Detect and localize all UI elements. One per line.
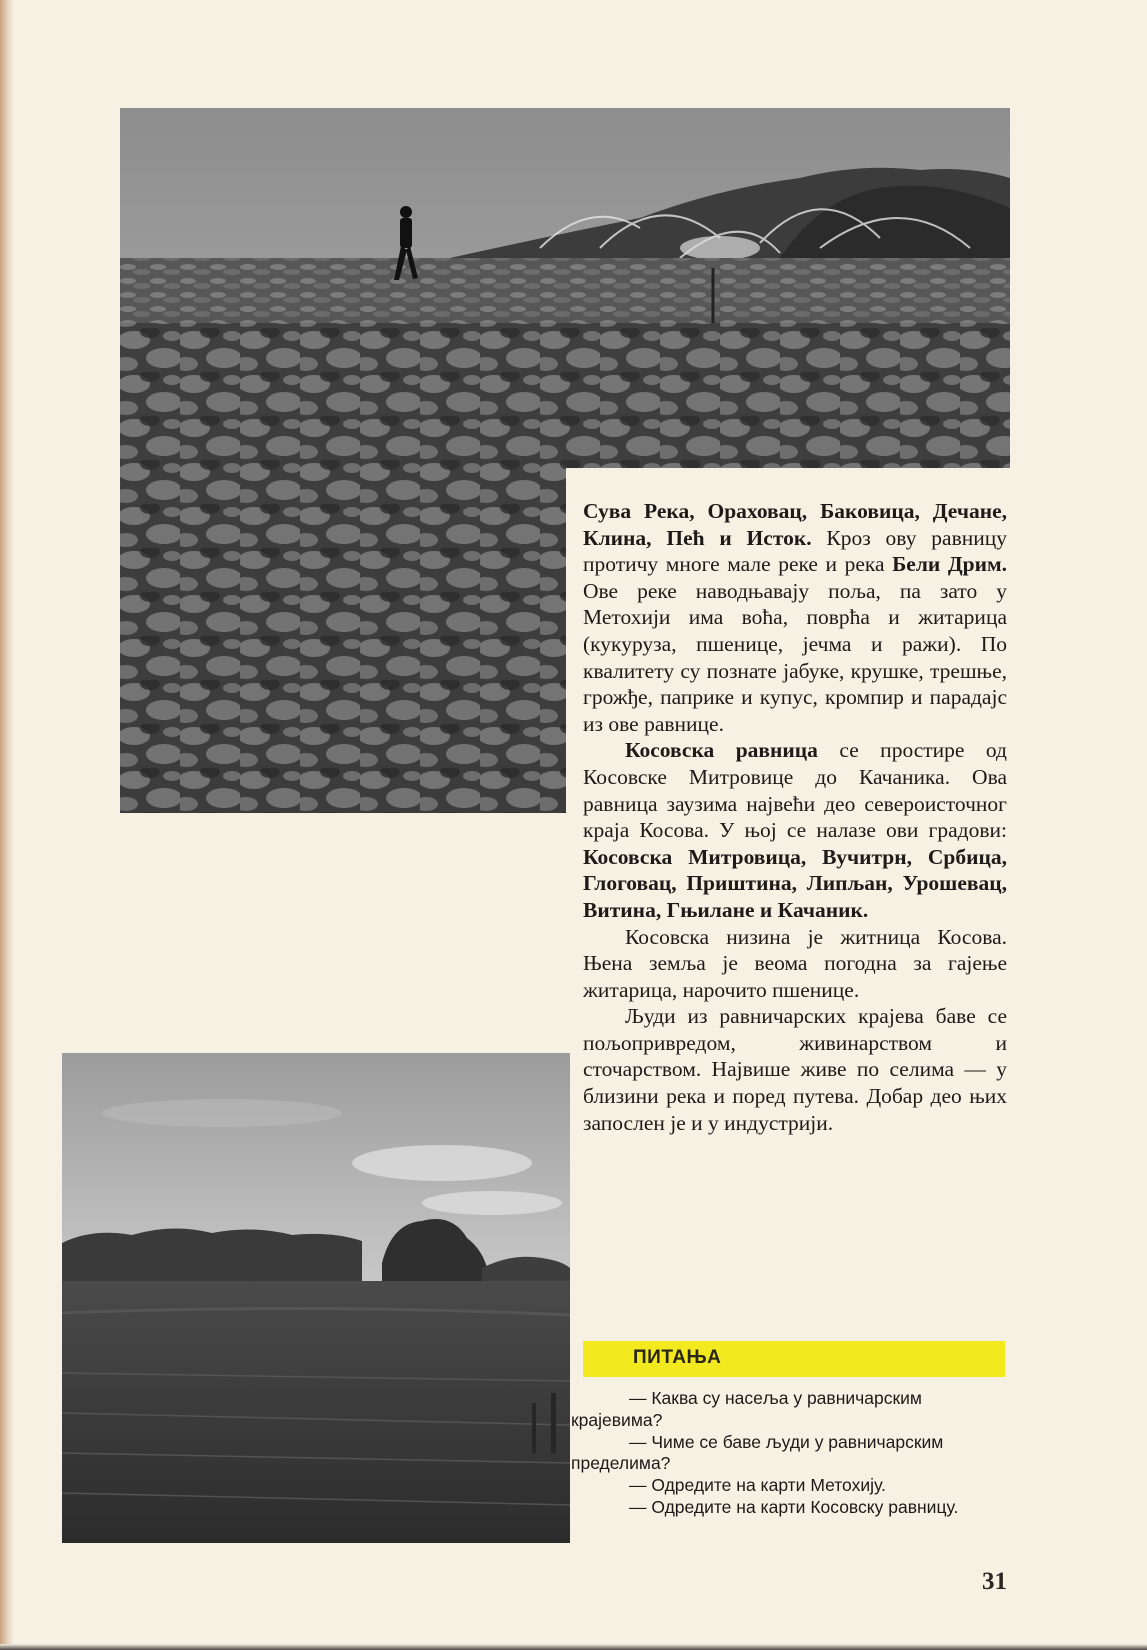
question-item: — Одредите на карти Косовску равницу. (629, 1496, 959, 1517)
book-spine-shadow (0, 0, 14, 1650)
bold-text-run: Косовска равница (625, 738, 818, 763)
question-item: — Одредите на карти Метохију. (629, 1475, 886, 1496)
page-bottom-edge (0, 1644, 1147, 1650)
text-run: се простире од Косовске Митровице до Качаника. Ова равница заузима највећи део североисточног краја Косова. У њој се налазе ови градови: (583, 738, 1007, 843)
questions-list (571, 1388, 1009, 1519)
text-run: Кроз ову равницу протичу многе мале реке и река (583, 525, 1007, 577)
body-text (583, 498, 1007, 1136)
question-item: — Каква су насеља у равничарским крајевима? (571, 1388, 922, 1430)
text-run: Ове реке наводњавају поља, па зато у Метохији има воћа, поврћа и житарица (кукуруза, пшенице, јечма и ражи). По квалитету су познате јабуке, крушке, трешње, грожђе, паприке и купус, кромпир и парадајс из ове равнице. (583, 578, 1007, 736)
text-run: Људи из равничарских крајева баве се пољопривредом, живинарством и сточарством. Највише живе по селима — у близини река и поред путева. Добар део њих запослен је и у индустрији. (583, 1004, 1007, 1135)
paragraph-kosovo-lowland (583, 924, 1007, 1004)
paragraph-kosovo-plain (583, 737, 1007, 923)
text-run: Косовска низина је житница Косова. Њена земља је веома погодна за гајење житарица, нарочито пшенице. (583, 924, 1007, 1002)
questions-title: ПИТАЊА (633, 1347, 722, 1368)
bold-text-run: Косовска Митровица, Вучитрн, Србица, Глоговац, Приштина, Липљан, Урошевац, Витина, Гњилане и Качаник. (583, 844, 1007, 922)
questions-header-bar (583, 1341, 1005, 1377)
question-item: — Чиме се баве људи у равничарским пределима? (571, 1431, 944, 1474)
paragraph-metohija (583, 498, 1007, 737)
bold-text-run: Бели Дрим. (892, 552, 1007, 577)
paragraph-people-occupations (583, 1003, 1007, 1136)
plain-landscape-photo (62, 1053, 570, 1543)
page-number: 31 (982, 1568, 1007, 1595)
bold-text-run: Сува Река, Ораховац, Баковица, Дечане, Клина, Пећ и Исток. (583, 499, 1007, 550)
